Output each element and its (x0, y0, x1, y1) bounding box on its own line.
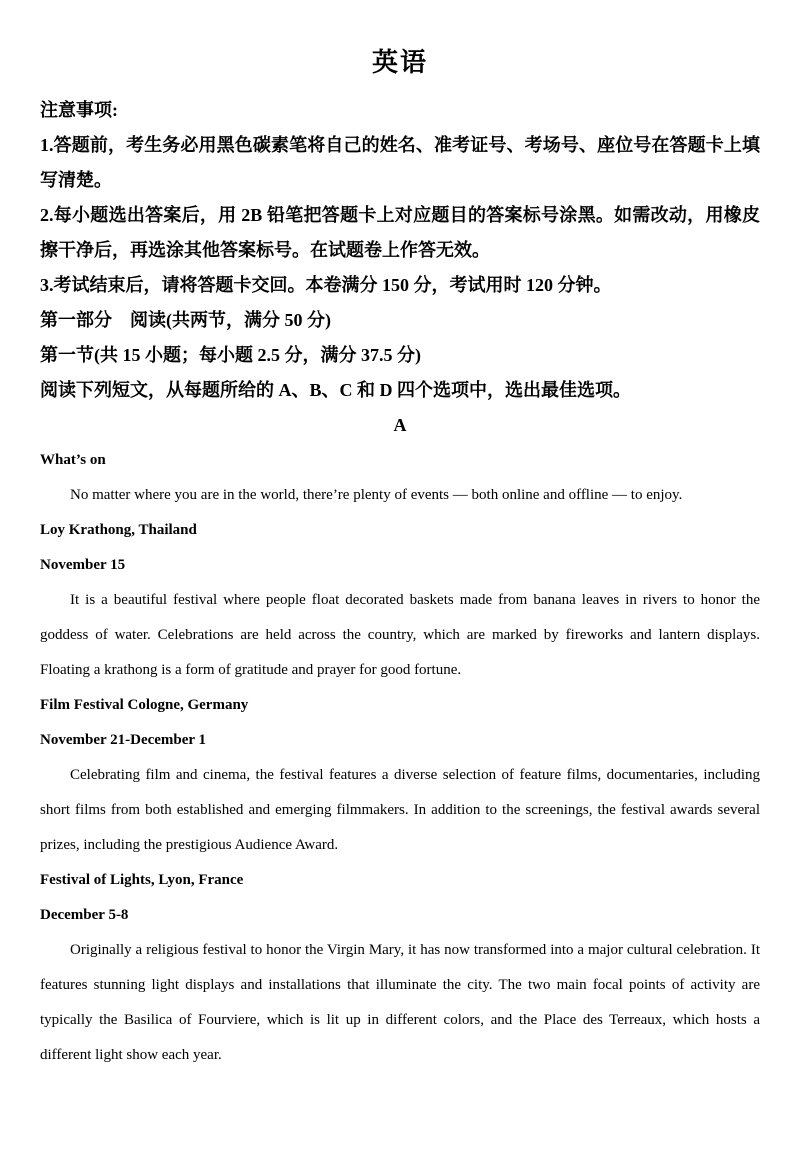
passage-intro: No matter where you are in the world, there’re plenty of events — both online and offline — to enjoy. (70, 487, 683, 503)
reading-directions: 阅读下列短文，从每题所给的 A、B、C 和 D 四个选项中，选出最佳选项。 (40, 380, 631, 400)
event-date: December 5-8 (40, 907, 129, 923)
paper-title: 英语 (371, 48, 428, 77)
event-name: Film Festival Cologne, Germany (40, 697, 249, 713)
event-name: Festival of Lights, Lyon, France (40, 872, 244, 888)
event-description: It is a beautiful festival where people float decorated baskets made from banana leaves in rivers to honor the goddess of water. Celebrations are held across the country, which are marked by fireworks and lantern displays. Floating a krathong is a form of gratitude and prayer for good fortune. (40, 592, 760, 678)
instruction-1: 1.答题前，考生务必用黑色碳素笔将自己的姓名、准考证号、考场号、座位号在答题卡上填写清楚。 (40, 135, 760, 190)
event-festival-of-lights (40, 863, 760, 1073)
event-description: Celebrating film and cinema, the festival features a diverse selection of feature films, documentaries, including short films from both established and emerging filmmakers. In addition to the screenings, the festival awards several prizes, including the prestigious Audience Award. (40, 767, 760, 853)
event-date: November 15 (40, 557, 126, 573)
section-one-heading: 第一节(共 15 小题；每小题 2.5 分，满分 37.5 分) (40, 345, 421, 365)
event-film-festival-cologne (40, 688, 760, 863)
part-one-heading: 第一部分 阅读(共两节，满分 50 分) (40, 310, 331, 330)
event-loy-krathong (40, 513, 760, 688)
passage-label-a: A (393, 415, 407, 435)
event-description: Originally a religious festival to honor the Virgin Mary, it has now transformed into a major cultural celebration. It features stunning light displays and installations that illuminate the city. The two main focal points of activity are typically the Basilica of Fourviere, which is lit up in different colors, and the Place des Terreaux, which hosts a different light show each year. (40, 942, 760, 1063)
passage-title: What’s on (40, 452, 106, 468)
event-name: Loy Krathong, Thailand (40, 522, 197, 538)
instruction-2: 2.每小题选出答案后，用 2B 铅笔把答题卡上对应题目的答案标号涂黑。如需改动，用橡皮擦干净后，再选涂其他答案标号。在试题卷上作答无效。 (40, 205, 760, 260)
instruction-3: 3.考试结束后，请将答题卡交回。本卷满分 150 分，考试用时 120 分钟。 (40, 275, 612, 295)
event-date: November 21-December 1 (40, 732, 207, 748)
notice-heading: 注意事项: (40, 100, 118, 120)
